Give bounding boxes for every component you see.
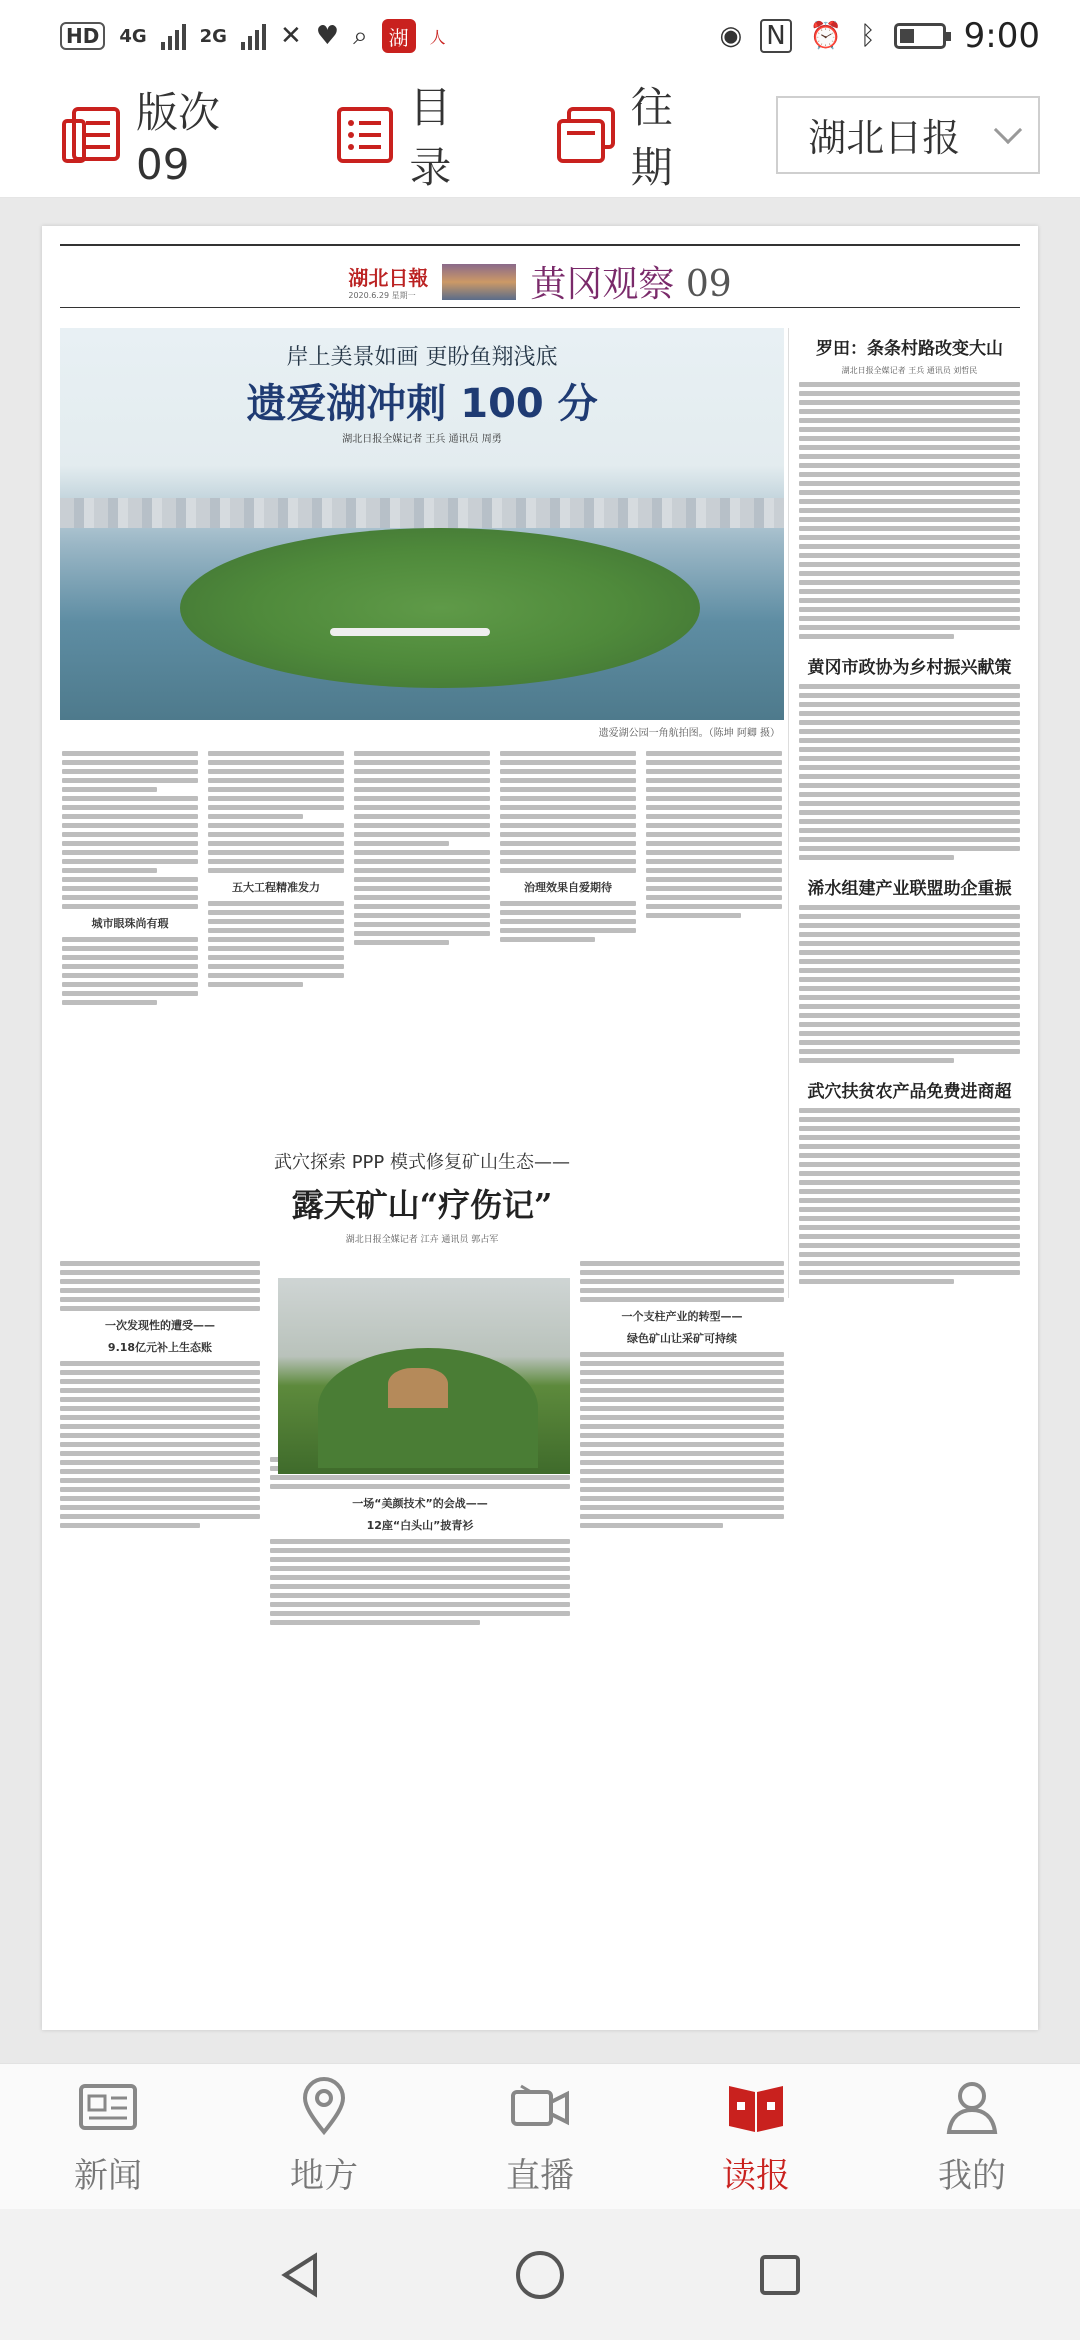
home-circle-icon <box>513 2248 567 2302</box>
nav-mine[interactable] <box>892 2076 1052 2197</box>
bluetooth-icon: ᛒ <box>860 21 876 51</box>
hero-caption: 遗爱湖公园一角航拍图。（陈坤 阿卿 摄） <box>598 728 780 739</box>
nav-local-label: 地方 <box>290 2156 358 2196</box>
section-title: 黄冈观察 09 <box>530 264 732 305</box>
recents-square-icon <box>756 2251 804 2299</box>
bottom-nav <box>0 2063 1080 2209</box>
masthead-logo: 湖北日報 <box>348 266 429 290</box>
nav-read-paper[interactable] <box>676 2076 836 2197</box>
subhead-1: 城市眼珠尚有瑕 <box>91 917 169 930</box>
page-masthead <box>60 244 1020 308</box>
nfc-icon: N <box>760 19 791 53</box>
nav-read-paper-label: 读报 <box>722 2156 790 2196</box>
chevron-down-icon <box>994 115 1022 143</box>
archive-label: 往期 <box>630 82 673 192</box>
side-story-2[interactable] <box>799 653 1020 860</box>
story2-subhead-4: 12座“白头山”披青衫 <box>366 1519 474 1532</box>
video-icon <box>509 2076 571 2138</box>
status-left <box>60 19 446 53</box>
nav-live[interactable] <box>460 2076 620 2197</box>
subhead-2: 五大工程精准发力 <box>232 881 320 894</box>
back-triangle-icon <box>275 2250 325 2300</box>
side-column <box>788 328 1020 1298</box>
system-nav-bar <box>0 2209 1080 2340</box>
people-app-icon: 人 <box>429 27 446 47</box>
section-number: 09 <box>685 264 732 305</box>
status-right <box>720 16 1040 56</box>
story2-subhead-2: 9.18亿元补上生态账 <box>107 1341 213 1354</box>
side-story-3[interactable] <box>799 874 1020 1063</box>
alarm-icon: ⏰ <box>809 21 843 51</box>
side-story-2-title: 黄冈市政协为乡村振兴献策 <box>807 658 1012 678</box>
network-2g-label: 2G <box>199 25 227 47</box>
reader-toolbar <box>0 72 1080 198</box>
news-icon <box>77 2076 139 2138</box>
subhead-3: 治理效果自爱期待 <box>524 881 612 894</box>
nav-live-label: 直播 <box>506 2156 574 2196</box>
nav-mine-label: 我的 <box>938 2156 1006 2196</box>
side-story-1-byline: 湖北日报全媒记者 王兵 通讯员 刘哲民 <box>841 366 978 375</box>
masthead-date: 2020.6.29 星期一 <box>348 291 416 300</box>
network-4g-label: 4G <box>119 25 147 47</box>
side-story-3-title: 浠水组建产业联盟助企重振 <box>807 879 1012 899</box>
hero-image[interactable] <box>60 328 784 720</box>
paper-select-value: 湖北日报 <box>808 116 961 160</box>
edition-label: 版次09 <box>136 88 221 189</box>
side-story-4[interactable] <box>799 1077 1020 1284</box>
bridge <box>330 628 490 636</box>
health-icon: ♥ <box>315 21 340 51</box>
clock: 9:00 <box>963 16 1040 56</box>
skyline <box>60 498 784 528</box>
signal-2-icon <box>241 22 266 50</box>
story2-kicker: 武穴探索 PPP 模式修复矿山生态—— <box>273 1152 570 1173</box>
archive-icon <box>555 105 619 165</box>
battery-icon <box>894 23 946 49</box>
home-button[interactable] <box>510 2245 570 2305</box>
newspaper-icon <box>725 2076 787 2138</box>
story2-subhead-6: 绿色矿山让采矿可持续 <box>627 1332 737 1345</box>
nav-news[interactable] <box>28 2076 188 2197</box>
story2-col-1 <box>60 1257 260 1757</box>
nav-news-label: 新闻 <box>74 2156 142 2196</box>
hero-headline: 遗爱湖冲刺 100 分 <box>246 381 598 427</box>
main-column <box>60 328 784 1009</box>
hd-indicator: HD <box>60 22 105 50</box>
status-bar <box>0 0 1080 72</box>
signal-icon <box>161 22 186 50</box>
story2-subhead-1: 一次发现性的遭受—— <box>105 1319 215 1332</box>
edition-icon <box>60 105 124 165</box>
story2-byline: 湖北日报全媒记者 江卉 通讯员 郭占军 <box>345 1235 499 1245</box>
island <box>180 528 700 688</box>
search-icon: ⌕ <box>353 20 368 51</box>
story2-subhead-5: 一个支柱产业的转型—— <box>621 1310 743 1323</box>
quarry-cut <box>388 1368 448 1408</box>
side-story-1[interactable] <box>799 334 1020 639</box>
location-icon <box>293 2076 355 2138</box>
archive-button[interactable] <box>555 75 710 195</box>
mine-photo[interactable] <box>278 1278 570 1474</box>
profile-icon <box>941 2076 1003 2138</box>
nav-local[interactable] <box>244 2076 404 2197</box>
hero-kicker: 岸上美景如画 更盼鱼翔浅底 <box>286 345 558 370</box>
newspaper-page[interactable] <box>42 226 1038 2030</box>
list-icon <box>333 105 397 165</box>
catalog-label: 目录 <box>409 82 452 192</box>
paper-select-dropdown[interactable] <box>776 96 1040 174</box>
edition-button[interactable] <box>60 80 267 189</box>
recents-button[interactable] <box>750 2245 810 2305</box>
catalog-button[interactable] <box>333 75 488 195</box>
side-story-4-title: 武穴扶贫农产品免费进商超 <box>807 1082 1012 1102</box>
no-sim-icon: ✕ <box>279 21 302 51</box>
side-story-1-title: 罗田：条条村路改变大山 <box>816 339 1003 359</box>
masthead-thumbnail <box>442 264 516 300</box>
eye-icon: ◉ <box>719 21 743 51</box>
hero-article-text <box>60 747 784 1009</box>
mine-story[interactable] <box>60 1148 784 1757</box>
hubei-app-icon: 湖 <box>382 19 416 53</box>
hero-byline: 湖北日报全媒记者 王兵 通讯员 周勇 <box>342 434 502 445</box>
back-button[interactable] <box>270 2245 330 2305</box>
story2-headline: 露天矿山“疗伤记” <box>291 1186 553 1224</box>
story2-col-3 <box>580 1257 784 1757</box>
reader-content[interactable] <box>0 198 1080 2063</box>
story2-subhead-3: 一场“美颜技术”的会战—— <box>352 1497 488 1510</box>
hill <box>318 1348 538 1468</box>
